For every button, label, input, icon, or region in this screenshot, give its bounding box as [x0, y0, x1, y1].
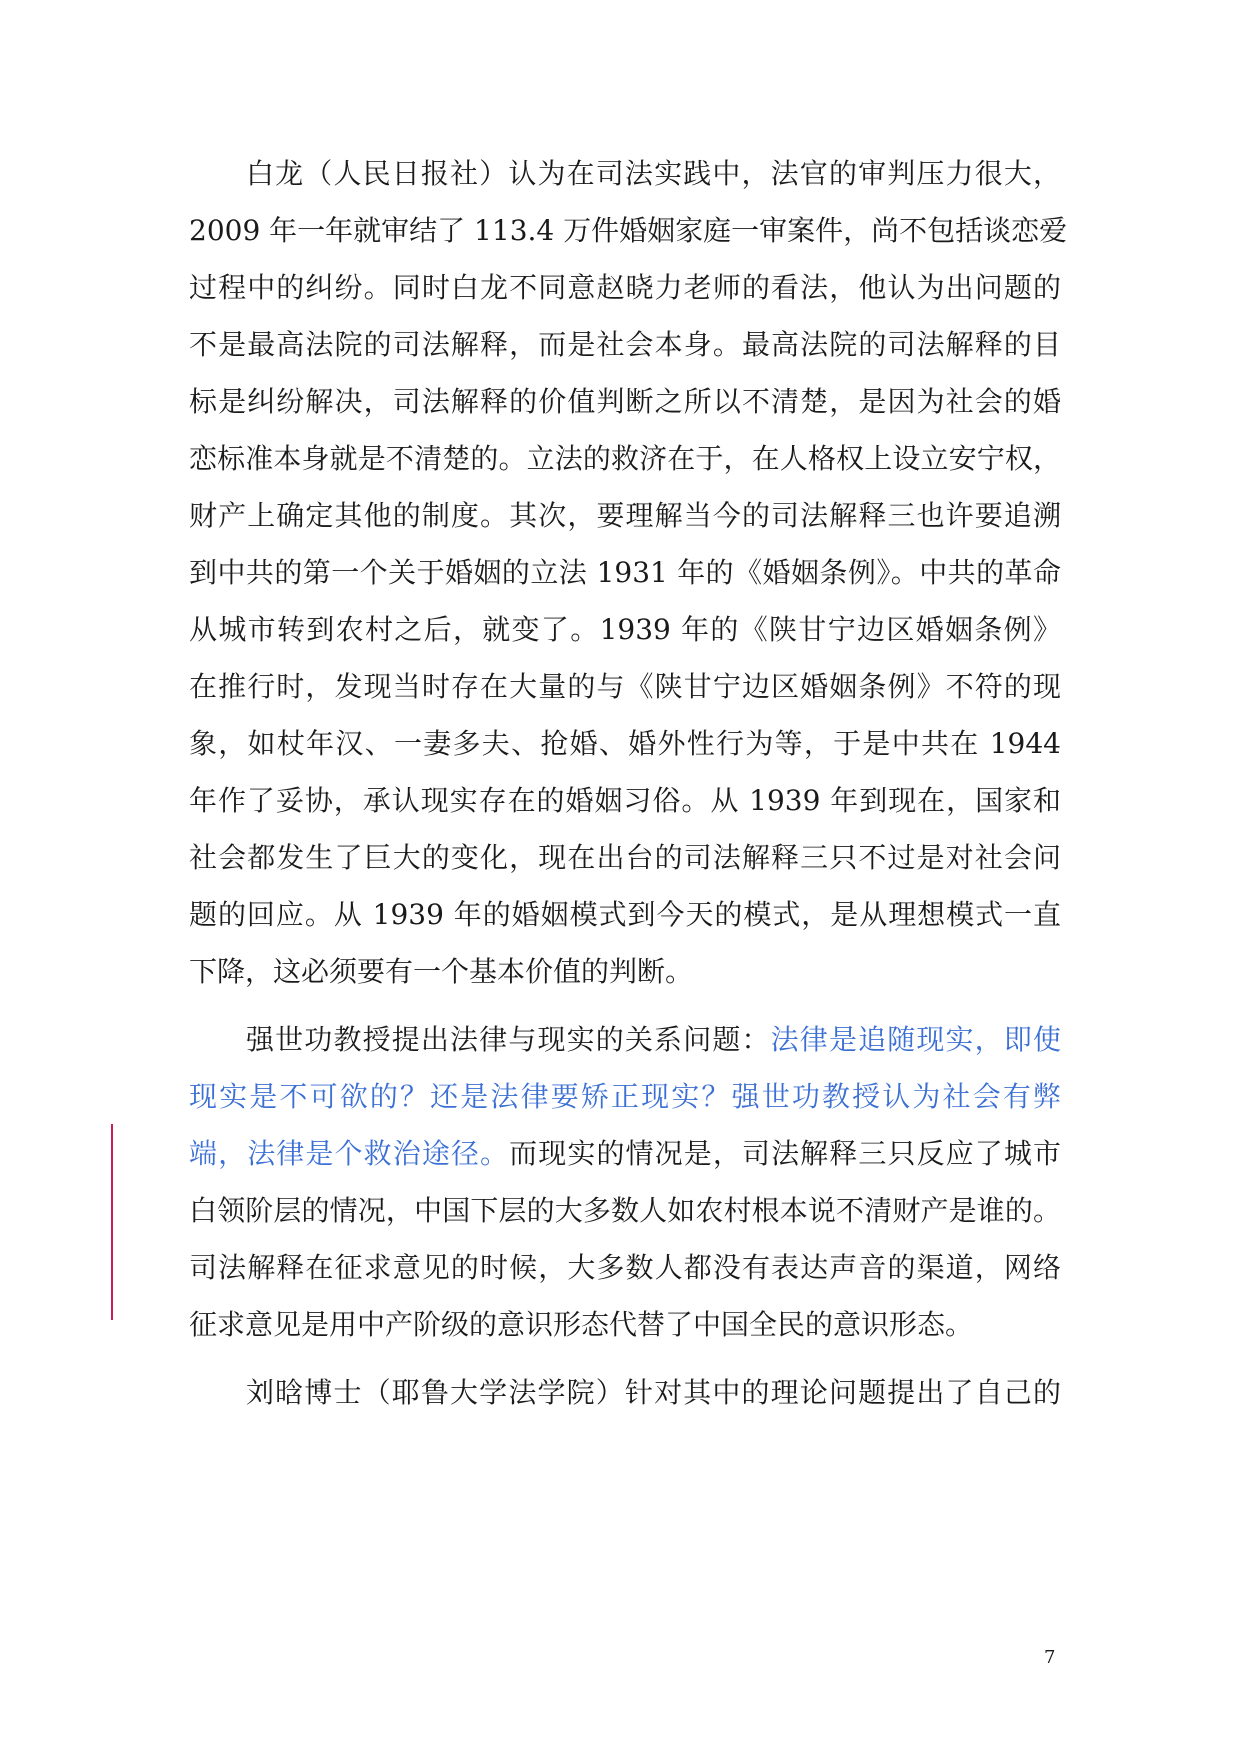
revision-change-bar [111, 1124, 113, 1320]
paragraph-1-line: 到中共的第一个关于婚姻的立法 1931 年的《婚姻条例》。中共的革命 [189, 556, 1061, 589]
paragraph-1-line: 题的回应。从 1939 年的婚姻模式到今天的模式，是从理想模式一直 [189, 898, 1061, 931]
paragraph-1-line: 财产上确定其他的制度。其次，要理解当今的司法解释三也许要追溯 [189, 499, 1061, 532]
paragraph-2-line: 现实是不可欲的？还是法律要矫正现实？强世功教授认为社会有弊 [189, 1080, 1061, 1113]
paragraph-1-line: 下降，这必须要有一个基本价值的判断。 [189, 955, 694, 988]
highlighted-text: 端，法律是个救治途径。 [189, 1137, 510, 1170]
plain-text: 强世功教授提出法律与现实的关系问题： [246, 1023, 771, 1056]
page-number: 7 [1044, 1647, 1056, 1668]
paragraph-1-line: 白龙（人民日报社）认为在司法实践中，法官的审判压力很大， [246, 157, 1061, 190]
paragraph-1-line: 象，如杖年汉、一妻多夫、抢婚、婚外性行为等，于是中共在 1944 [189, 727, 1061, 760]
paragraph-2-line [189, 1134, 1061, 1174]
paragraph-2-line: 白领阶层的情况，中国下层的大多数人如农村根本说不清财产是谁的。 [189, 1194, 1061, 1227]
paragraph-1-line: 2009 年一年就审结了 113.4 万件婚姻家庭一审案件，尚不包括谈恋爱 [189, 214, 1068, 247]
paragraph-2-line: 征求意见是用中产阶级的意识形态代替了中国全民的意识形态。 [189, 1308, 974, 1341]
paragraph-1-line: 社会都发生了巨大的变化，现在出台的司法解释三只不过是对社会问 [189, 841, 1061, 874]
paragraph-1-line: 标是纠纷解决，司法解释的价值判断之所以不清楚，是因为社会的婚 [189, 385, 1061, 418]
plain-text: 而现实的情况是，司法解释三只反应了城市 [509, 1137, 1061, 1170]
paragraph-1-line: 不是最高法院的司法解释，而是社会本身。最高法院的司法解释的目 [189, 328, 1061, 361]
paragraph-3-line: 刘晗博士（耶鲁大学法学院）针对其中的理论问题提出了自己的 [246, 1376, 1061, 1409]
paragraph-1-line: 过程中的纠纷。同时白龙不同意赵晓力老师的看法，他认为出问题的 [189, 271, 1061, 304]
paragraph-1-line: 年作了妥协，承认现实存在的婚姻习俗。从 1939 年到现在，国家和 [189, 784, 1061, 817]
paragraph-1-line: 在推行时，发现当时存在大量的与《陕甘宁边区婚姻条例》不符的现 [189, 670, 1061, 703]
paragraph-2-line [246, 1020, 1061, 1060]
paragraph-1-line: 从城市转到农村之后，就变了。1939 年的《陕甘宁边区婚姻条例》 [189, 613, 1061, 646]
highlighted-text: 法律是追随现实，即使 [770, 1023, 1061, 1056]
paragraph-2-line: 司法解释在征求意见的时候，大多数人都没有表达声音的渠道，网络 [189, 1251, 1061, 1284]
paragraph-1-line: 恋标准本身就是不清楚的。立法的救济在于，在人格权上设立安宁权， [189, 442, 1061, 475]
